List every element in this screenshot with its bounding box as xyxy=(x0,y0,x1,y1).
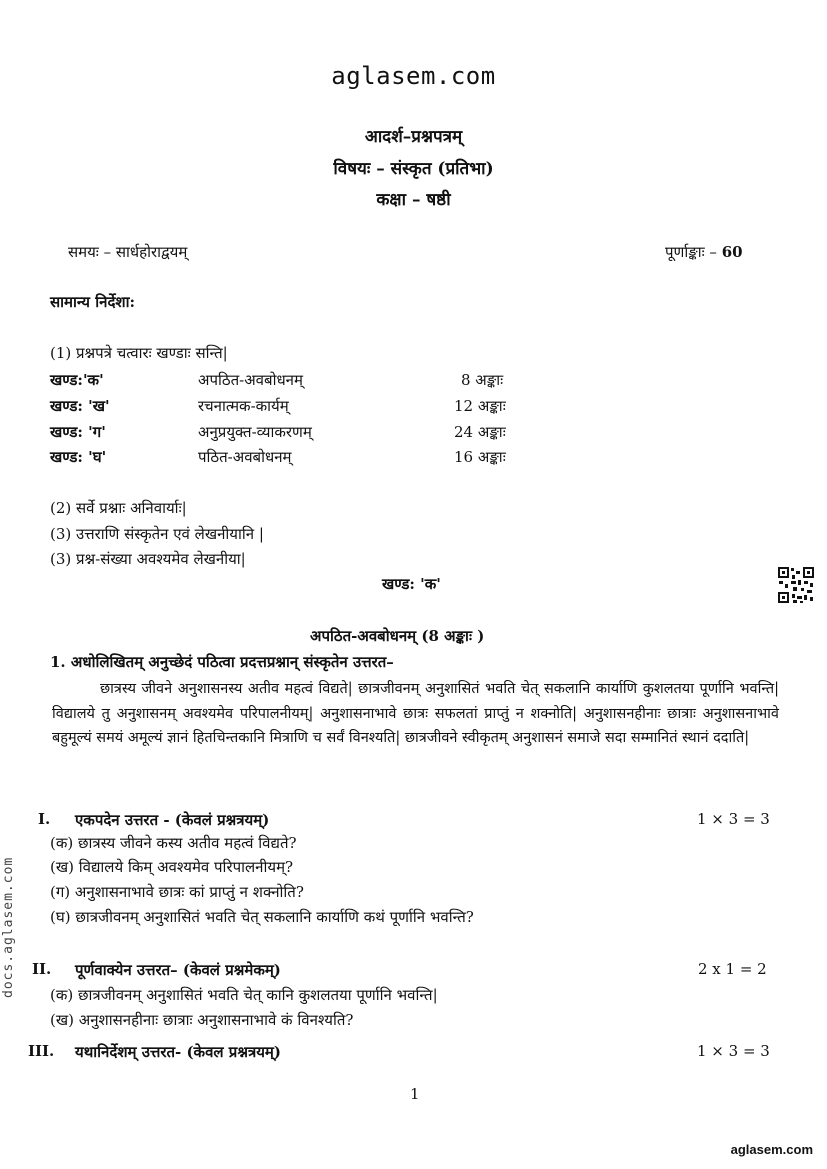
time-allowed: समयः – सार्धहोराद्वयम् xyxy=(68,243,188,261)
section-name: पठित-अवबोधनम् xyxy=(198,448,292,466)
side-watermark: docs.aglasem.com xyxy=(1,856,16,998)
site-logo: aglasem.com xyxy=(331,62,496,90)
section-name: रचनात्मक-कार्यम् xyxy=(198,397,289,415)
instructions-heading: सामान्य निर्देशा: xyxy=(50,293,136,311)
instructions-intro: (1) प्रश्नपत्रे चत्वारः खण्डाः सन्ति| xyxy=(50,344,228,362)
paper-title: आदर्श–प्रश्नपत्रम् xyxy=(364,127,463,147)
sub-question: (ख) विद्यालये किम् अवश्यमेव परिपालनीयम्? xyxy=(50,858,294,876)
footer-site: aglasem.com xyxy=(730,1142,813,1157)
qr-code-icon xyxy=(777,566,815,604)
max-marks xyxy=(665,242,743,262)
question-marks: 1 × 3 = 3 xyxy=(697,810,770,828)
section-label: खण्ड: 'ग' xyxy=(50,423,106,441)
passage-text: छात्रस्य जीवने अनुशासनस्य अतीव महत्वं विद्यते| छात्रजीवनम् अनुशासितं भवति चेत् सकलानि कार्याणि कुशलतया पूर्णानि भवन्ति| विद्यालये तु अनुशासनम् अवश्यमेव परिपालनीयम्| अनुशासनाभावे छात्रः सफलतां प्राप्तुं न शक्नोति| अनुशासनहीनाः छात्राः अनुशासनाभावे बहुमूल्यं समयं अमूल्यं ज्ञानं हितचिन्तकानि मित्राणि च सर्वं विनश्यति| छात्रजीवने स्वीकृतम् अनुशासनं समाजे सदा सम्मानितं स्थानं ददाति| xyxy=(52,681,779,747)
question-1-heading: 1. अधोलिखितम् अनुच्छेदं पठित्वा प्रदत्तप्रश्नान् संस्कृतेन उत्तरत– xyxy=(50,653,394,671)
question-title: यथानिर्देशम् उत्तरत- (केवल प्रश्नत्रयम्) xyxy=(75,1043,281,1061)
max-marks-value: 60 xyxy=(721,243,743,261)
question-marks: 1 × 3 = 3 xyxy=(697,1042,770,1060)
page-number: 1 xyxy=(410,1085,420,1103)
section-a-title: अपठित-अवबोधनम् (8 अङ्काः ) xyxy=(310,627,485,645)
sub-question: (घ) छात्रजीवनम् अनुशासितं भवति चेत् सकलानि कार्याणि कथं पूर्णानि भवन्ति? xyxy=(50,908,474,926)
question-number: III. xyxy=(28,1042,55,1060)
section-label: खण्ड: 'ख' xyxy=(50,397,110,415)
section-label: खण्ड:'क' xyxy=(50,371,104,389)
subject-line: विषयः – संस्कृत (प्रतिभा) xyxy=(333,159,494,179)
sub-question: (ख) अनुशासनहीनाः छात्राः अनुशासनाभावे कं विनश्यति? xyxy=(50,1011,354,1029)
section-marks: 24 अङ्काः xyxy=(454,423,506,441)
max-marks-label: पूर्णाङ्काः – xyxy=(665,243,717,261)
sub-question: (ग) अनुशासनाभावे छात्रः कां प्राप्तुं न शक्नोति? xyxy=(50,883,304,901)
question-title: पूर्णवाक्येन उत्तरत– (केवलं प्रश्नमेकम्) xyxy=(75,961,281,979)
section-label: खण्ड: 'घ' xyxy=(50,448,107,466)
section-marks: 12 अङ्काः xyxy=(454,397,506,415)
class-line: कक्षा – षष्ठी xyxy=(376,190,451,210)
section-marks: 16 अङ्काः xyxy=(454,448,506,466)
rule-item: (3) प्रश्न-संख्या अवश्यमेव लेखनीया| xyxy=(50,550,246,568)
section-name: अनुप्रयुक्त-व्याकरणम् xyxy=(198,423,312,441)
unseen-passage xyxy=(52,677,779,751)
rule-item: (2) सर्वे प्रश्नाः अनिवार्याः| xyxy=(50,499,187,517)
section-a-label: खण्ड: 'क' xyxy=(382,575,441,593)
question-number: II. xyxy=(32,960,52,978)
section-name: अपठित-अवबोधनम् xyxy=(198,371,303,389)
question-marks: 2 x 1 = 2 xyxy=(698,960,767,978)
rule-item: (3) उत्तराणि संस्कृतेन एवं लेखनीयानि | xyxy=(50,525,264,543)
sub-question: (क) छात्रजीवनम् अनुशासितं भवति चेत् कानि कुशलतया पूर्णानि भवन्ति| xyxy=(50,986,438,1004)
section-marks: 8 अङ्काः xyxy=(461,371,504,389)
question-number: I. xyxy=(38,810,51,828)
question-title: एकपदेन उत्तरत - (केवलं प्रश्नत्रयम्) xyxy=(75,811,270,829)
sub-question: (क) छात्रस्य जीवने कस्य अतीव महत्वं विद्यते? xyxy=(50,834,297,852)
